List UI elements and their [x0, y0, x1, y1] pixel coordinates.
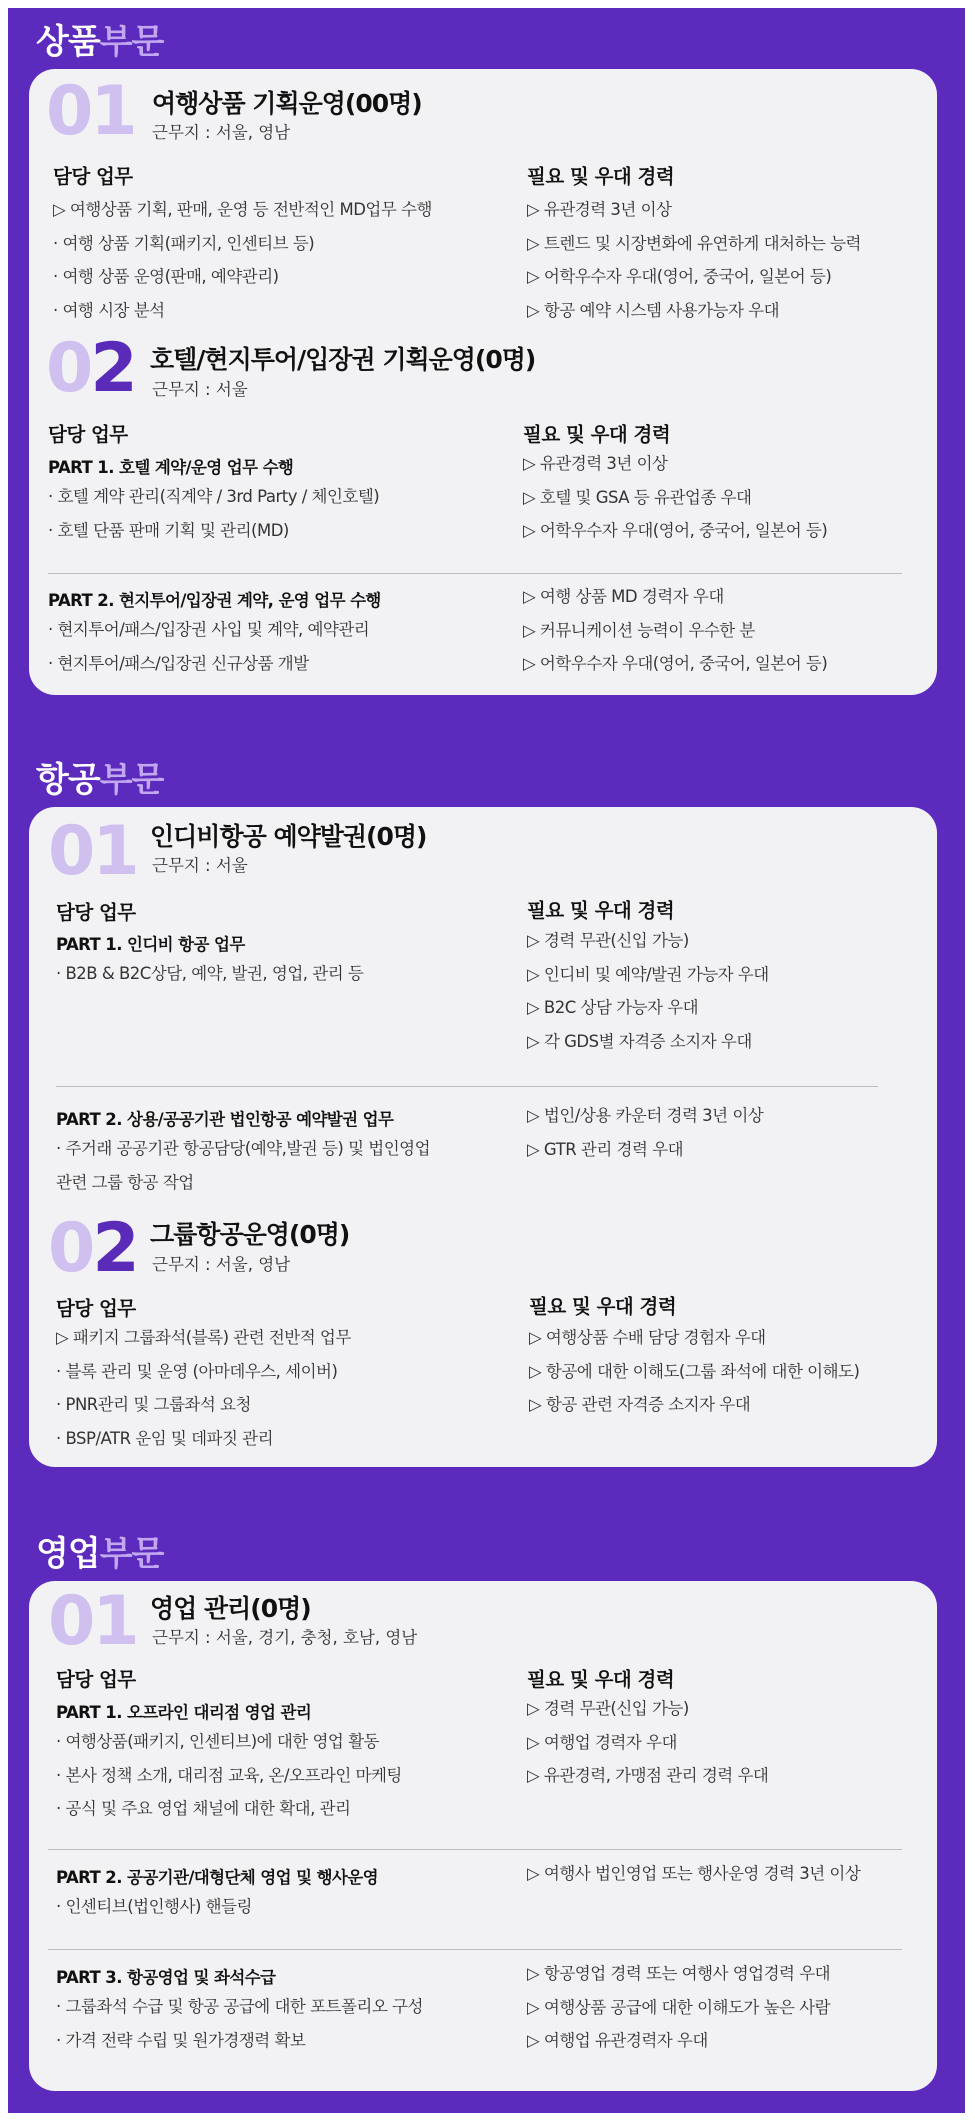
list-item: ▷ 여행상품 수배 담당 경험자 우대 [529, 1328, 766, 1347]
requirement-list [523, 447, 827, 548]
list-item: · 호텔 계약 관리(직계약 / 3rd Party / 체인호텔) [48, 487, 380, 506]
duty-list [56, 1321, 351, 1455]
section-title-air [36, 760, 163, 800]
list-item: · 여행상품(패키지, 인센티브)에 대한 영업 활동 [56, 1732, 379, 1751]
section-title-sales [36, 1534, 163, 1574]
requirement-list [529, 1321, 859, 1422]
part-title: PART 1. 오프라인 대리점 영업 관리 [56, 1703, 312, 1722]
duty-list [56, 957, 363, 991]
list-item: ▷ 여행상품 공급에 대한 이해도가 높은 사람 [527, 1997, 831, 2017]
list-item: · 호텔 단품 판매 기획 및 관리(MD) [48, 520, 289, 540]
list-item: · 여행 시장 분석 [53, 300, 165, 320]
duty-list [48, 480, 379, 547]
job-title: 그룹항공운영(0명) [150, 1220, 350, 1249]
list-item: ▷ 각 GDS별 자격증 소지자 우대 [527, 1031, 752, 1051]
list-item: ▷ 경력 무관(신입 가능) [527, 931, 689, 950]
list-item: ▷ 인디비 및 예약/발권 가능자 우대 [527, 964, 769, 984]
duty-header: 담당 업무 [56, 901, 136, 924]
list-item: ▷ GTR 관리 경력 우대 [527, 1139, 684, 1159]
section-title-main: 상품 [36, 22, 100, 62]
requirement-header: 필요 및 우대 경력 [527, 165, 675, 188]
job-location: 근무지 : 서울 [152, 856, 248, 875]
list-item: ▷ 유관경력, 가맹점 관리 경력 우대 [527, 1766, 769, 1785]
list-item: ▷ 경력 무관(신입 가능) [527, 1699, 689, 1718]
requirement-list [527, 193, 861, 327]
job-number: 01 [46, 72, 135, 151]
job-number: 02 [46, 329, 135, 408]
job-title: 여행상품 기획운영(00명) [152, 89, 422, 118]
list-item: · 현지투어/패스/입장권 사입 및 계약, 예약관리 [48, 620, 370, 639]
section-title-accent: 부문 [99, 760, 164, 800]
part-title: PART 1. 인디비 항공 업무 [56, 935, 245, 954]
product-card [29, 69, 937, 695]
job-location: 근무지 : 서울, 영남 [152, 1255, 291, 1274]
list-item: ▷ 트렌드 및 시장변화에 유연하게 대처하는 능력 [527, 233, 861, 253]
section-title-product [36, 22, 163, 62]
list-item: ▷ 여행사 법인영업 또는 행사운영 경력 3년 이상 [527, 1864, 861, 1883]
list-item: · 그룹좌석 수급 및 항공 공급에 대한 포트폴리오 구성 [56, 1997, 423, 2016]
list-item: ▷ 어학우수자 우대(영어, 중국어, 일본어 등) [523, 521, 828, 540]
section-title-main: 영업 [36, 1534, 100, 1574]
list-item: ▷ 호텔 및 GSA 등 유관업종 우대 [523, 487, 752, 507]
list-item: · 주거래 공공기관 항공담당(예약,발권 등) 및 법인영업 [56, 1139, 431, 1158]
section-title-accent: 부문 [99, 22, 164, 62]
requirement-list [527, 924, 769, 1058]
list-item: ▷ 어학우수자 우대(영어, 중국어, 일본어 등) [523, 654, 828, 673]
section-title-main: 항공 [36, 760, 100, 800]
requirement-list [527, 1099, 763, 1166]
requirement-header: 필요 및 우대 경력 [523, 423, 671, 446]
part-title: PART 2. 공공기관/대형단체 영업 및 행사운영 [56, 1868, 378, 1887]
list-item: · 인센티브(법인행사) 핸들링 [56, 1897, 252, 1916]
part-title: PART 2. 현지투어/입장권 계약, 운영 업무 수행 [48, 591, 381, 610]
part-title: PART 2. 상용/공공기관 법인항공 예약발권 업무 [56, 1110, 394, 1129]
list-item: · PNR관리 및 그룹좌석 요청 [56, 1395, 251, 1414]
air-card [29, 807, 937, 1467]
list-item: ▷ B2C 상담 가능자 우대 [527, 998, 699, 1017]
part-title: PART 3. 항공영업 및 좌석수급 [56, 1968, 276, 1987]
list-item: · 여행 상품 운영(판매, 예약관리) [53, 267, 279, 286]
list-item: · BSP/ATR 운임 및 데파짓 관리 [56, 1428, 274, 1448]
list-item: · 가격 전략 수립 및 원가경쟁력 확보 [56, 2030, 306, 2050]
list-item: ▷ 항공에 대한 이해도(그룹 좌석에 대한 이해도) [529, 1361, 860, 1381]
job-number: 02 [48, 1209, 137, 1288]
requirement-list [523, 580, 827, 681]
list-item: ▷ 항공영업 경력 또는 여행사 영업경력 우대 [527, 1964, 831, 1983]
job-location: 근무지 : 서울 [152, 380, 248, 399]
list-item: ▷ 여행업 유관경력자 우대 [527, 2031, 708, 2050]
divider [48, 1849, 902, 1850]
requirement-list [527, 1857, 860, 1891]
list-item: · 공식 및 주요 영업 채널에 대한 확대, 관리 [56, 1799, 351, 1818]
job-location: 근무지 : 서울, 영남 [152, 123, 291, 142]
duty-header: 담당 업무 [53, 165, 133, 188]
duty-list [56, 1890, 252, 1924]
sales-card [29, 1581, 937, 2091]
recruitment-poster [8, 8, 965, 2113]
list-item: · 여행 상품 기획(패키지, 인센티브 등) [53, 233, 315, 253]
list-item: ▷ 유관경력 3년 이상 [523, 454, 668, 473]
job-title: 영업 관리(0명) [150, 1594, 311, 1623]
part-title: PART 1. 호텔 계약/운영 업무 수행 [48, 458, 294, 477]
requirement-header: 필요 및 우대 경력 [527, 1668, 675, 1691]
section-title-accent: 부문 [99, 1534, 164, 1574]
list-item: ▷ 여행업 경력자 우대 [527, 1732, 677, 1752]
duty-header: 담당 업무 [56, 1297, 136, 1320]
list-item: · 블록 관리 및 운영 (아마데우스, 세이버) [56, 1361, 338, 1381]
duty-list [53, 193, 432, 327]
duty-list [56, 1990, 423, 2057]
list-item: ▷ 어학우수자 우대(영어, 중국어, 일본어 등) [527, 267, 832, 286]
list-item: · B2B & B2C상담, 예약, 발권, 영업, 관리 등 [56, 964, 364, 983]
duty-list [48, 613, 369, 680]
list-item: ▷ 여행 상품 MD 경력자 우대 [523, 587, 724, 606]
duty-header: 담당 업무 [48, 423, 128, 446]
duty-list [56, 1725, 402, 1826]
divider [56, 1086, 878, 1087]
requirement-list [527, 1692, 768, 1793]
list-item-continuation: 관련 그룹 항공 작업 [56, 1172, 194, 1192]
list-item: ▷ 커뮤니케이션 능력이 우수한 분 [523, 620, 755, 640]
job-title: 인디비항공 예약발권(0명) [150, 822, 427, 851]
list-item: ▷ 유관경력 3년 이상 [527, 200, 672, 219]
divider [48, 573, 902, 574]
list-item: ▷ 법인/상용 카운터 경력 3년 이상 [527, 1106, 764, 1125]
duty-text [56, 1132, 430, 1199]
list-item: ▷ 항공 관련 자격증 소지자 우대 [529, 1395, 751, 1414]
requirement-header: 필요 및 우대 경력 [529, 1295, 677, 1318]
list-item: ▷ 패키지 그룹좌석(블록) 관련 전반적 업무 [56, 1328, 351, 1347]
duty-header: 담당 업무 [56, 1668, 136, 1691]
list-item: ▷ 항공 예약 시스템 사용가능자 우대 [527, 300, 780, 320]
list-item: · 현지투어/패스/입장권 신규상품 개발 [48, 653, 309, 673]
list-item: · 본사 정책 소개, 대리점 교육, 온/오프라인 마케팅 [56, 1765, 402, 1785]
requirement-header: 필요 및 우대 경력 [527, 899, 675, 922]
divider [48, 1949, 902, 1950]
requirement-list [527, 1957, 830, 2058]
job-title: 호텔/현지투어/입장권 기획운영(0명) [150, 345, 536, 374]
job-number: 01 [48, 812, 137, 891]
job-number: 01 [48, 1582, 137, 1661]
job-location: 근무지 : 서울, 경기, 충청, 호남, 영남 [152, 1628, 418, 1647]
list-item: ▷ 여행상품 기획, 판매, 운영 등 전반적인 MD업무 수행 [53, 200, 432, 219]
